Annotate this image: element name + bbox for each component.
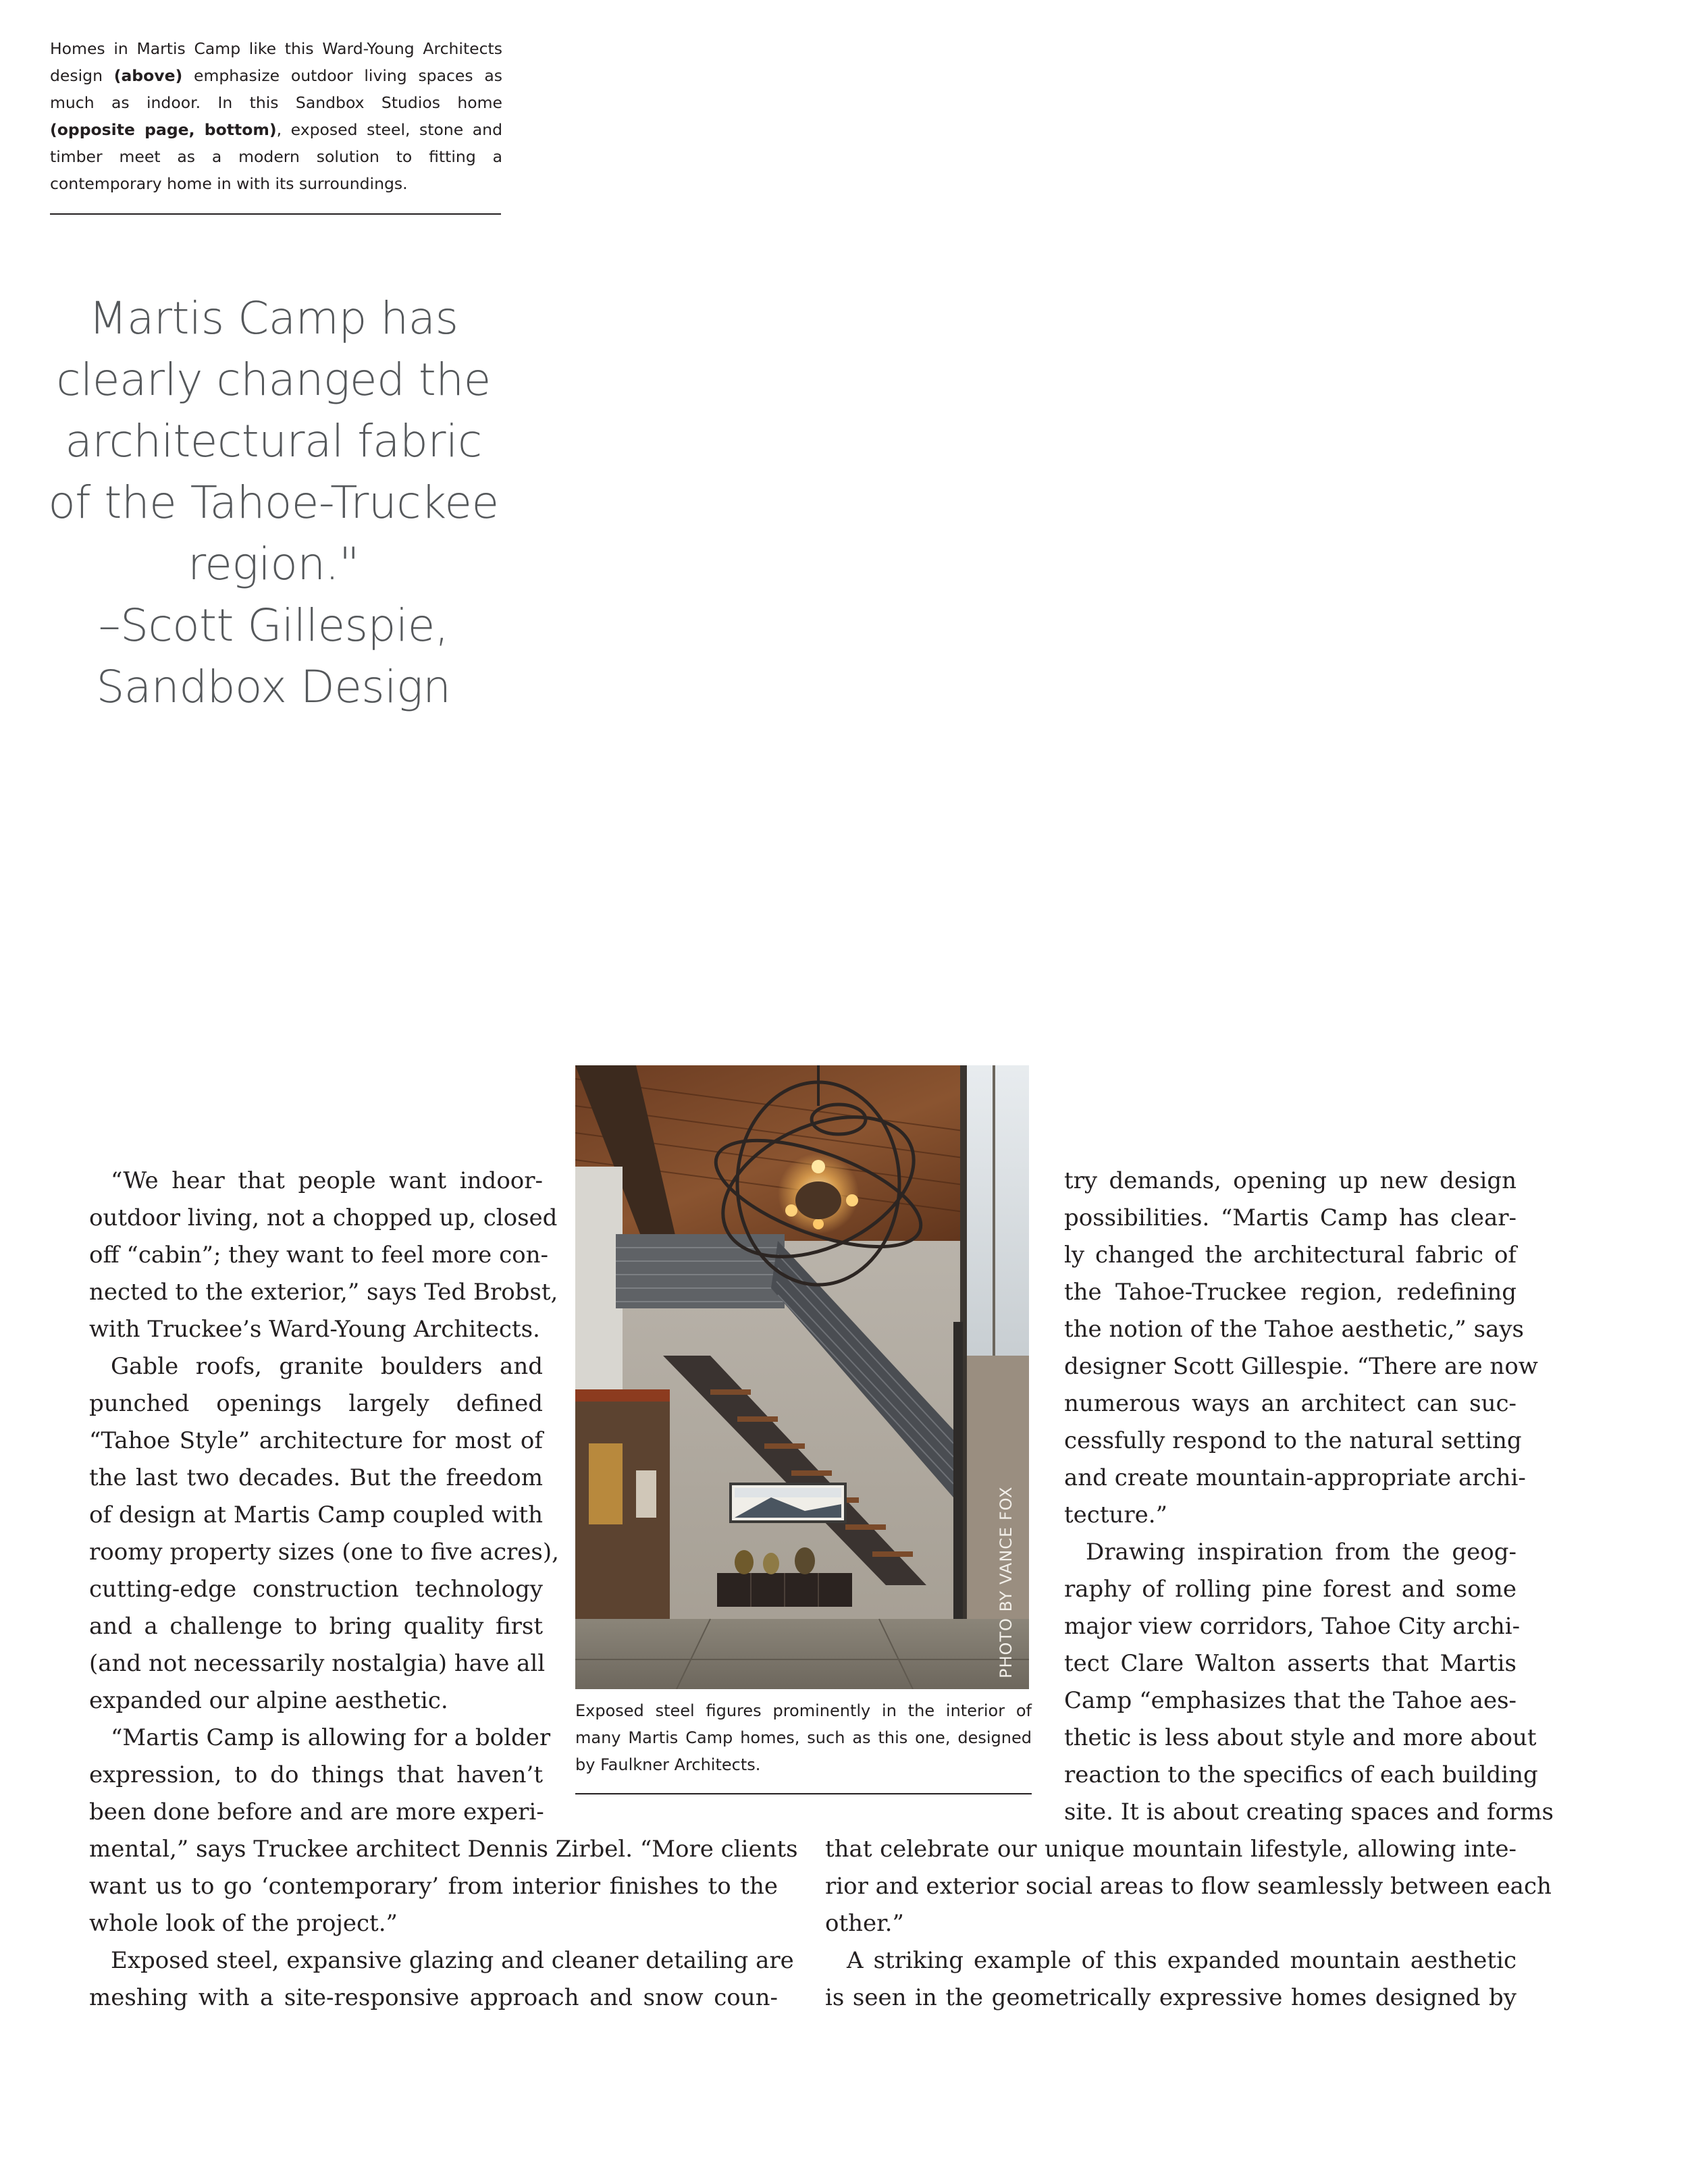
body-line: ly changed the architectural fabric of <box>1064 1242 1516 1269</box>
photo-credit: PHOTO BY VANCE FOX <box>997 1486 1016 1678</box>
body-column-left-bottom <box>89 1831 798 2017</box>
body-line: rior and exterior social areas to flow seamlessly between each <box>825 1873 1552 1900</box>
pull-quote-line: architectural fabric <box>65 415 482 467</box>
body-line: Exposed steel, expansive glazing and cleaner detailing are <box>111 1947 794 1974</box>
body-line: site. It is about creating spaces and forms <box>1064 1799 1554 1826</box>
pull-quote-line: of the Tahoe-Truckee <box>48 477 499 529</box>
body-line: roomy property sizes (one to five acres), <box>89 1539 559 1566</box>
body-line: with Truckee’s Ward-Young Architects. <box>89 1316 540 1343</box>
photo-caption: Exposed steel figures prominently in the interior of many Martis Camp homes, such as this one, designed by Faulkner Architects. <box>575 1701 1032 1774</box>
body-line: nected to the exterior,” says Ted Brobst, <box>89 1279 558 1306</box>
body-line: expanded our alpine aesthetic. <box>89 1687 448 1714</box>
body-line: “Martis Camp is allowing for a bolder <box>111 1724 551 1751</box>
body-column-right-bottom <box>825 1831 1552 2017</box>
body-line: the last two decades. But the freedom <box>89 1464 543 1491</box>
body-line: designer Scott Gillespie. “There are now <box>1064 1353 1538 1380</box>
body-line: the Tahoe-Truckee region, redefining <box>1064 1279 1516 1306</box>
body-line: possibilities. “Martis Camp has clear- <box>1064 1204 1516 1231</box>
body-line: off “cabin”; they want to feel more con- <box>89 1242 548 1269</box>
body-line: and a challenge to bring quality first <box>89 1613 543 1640</box>
body-line: other.” <box>825 1910 904 1937</box>
body-line: Drawing inspiration from the geog- <box>1086 1539 1516 1566</box>
pull-quote <box>41 288 506 718</box>
body-line: tect Clare Walton asserts that Martis <box>1064 1650 1516 1677</box>
body-line: raphy of rolling pine forest and some <box>1064 1576 1516 1603</box>
top-photo-caption <box>50 35 502 197</box>
body-line: cessfully respond to the natural setting <box>1064 1427 1522 1454</box>
body-line: meshing with a site-responsive approach and snow coun- <box>89 1984 778 2011</box>
caption-divider <box>50 213 501 215</box>
top-caption-bold-1: (above) <box>113 66 183 85</box>
body-line: Gable roofs, granite boulders and <box>111 1353 543 1380</box>
body-line: major view corridors, Tahoe City archi- <box>1064 1613 1521 1640</box>
body-line: cutting-edge construction technology <box>89 1576 543 1603</box>
top-caption-text-3: , exposed steel, stone and timber meet as a modern solution to fitting a contemporary home in with its surroundings. <box>50 120 502 193</box>
interior-staircase-photo <box>575 1065 1029 1689</box>
top-caption-text-2: emphasize outdoor living spaces as much as indoor. In this Sandbox Studios home <box>50 66 502 112</box>
body-line: A striking example of this expanded mountain aesthetic <box>847 1947 1516 1974</box>
body-line: “Tahoe Style” architecture for most of <box>89 1427 543 1454</box>
body-column-left <box>89 1163 559 1831</box>
body-line: Camp “emphasizes that the Tahoe aes- <box>1064 1687 1516 1714</box>
body-line: been done before and are more experi- <box>89 1799 544 1826</box>
body-line: want us to go ‘contemporary’ from interior finishes to the <box>89 1873 778 1900</box>
body-line: of design at Martis Camp coupled with <box>89 1501 543 1528</box>
body-line: punched openings largely defined <box>89 1390 543 1417</box>
body-line: whole look of the project.” <box>89 1910 398 1937</box>
body-line: thetic is less about style and more about <box>1064 1724 1537 1751</box>
photo-caption-divider <box>575 1793 1032 1794</box>
body-line: and create mountain-appropriate archi- <box>1064 1464 1526 1491</box>
body-line: that celebrate our unique mountain lifestyle, allowing inte- <box>825 1836 1516 1863</box>
pull-quote-line: Martis Camp has <box>88 292 458 344</box>
body-line: expression, to do things that haven’t <box>89 1761 543 1788</box>
body-line: tecture.” <box>1064 1501 1167 1528</box>
pull-quote-attribution: Sandbox Design <box>96 661 451 713</box>
top-caption-bold-2: (opposite page, bottom) <box>50 120 277 139</box>
body-line: outdoor living, not a chopped up, closed <box>89 1204 558 1231</box>
body-line: “We hear that people want indoor- <box>111 1167 543 1194</box>
body-line: try demands, opening up new design <box>1064 1167 1516 1194</box>
body-line: numerous ways an architect can suc- <box>1064 1390 1516 1417</box>
pull-quote-line: region." <box>188 538 359 590</box>
pull-quote-attribution: –Scott Gillespie, <box>98 600 449 651</box>
body-line: (and not necessarily nostalgia) have all <box>89 1650 546 1677</box>
body-line: mental,” says Truckee architect Dennis Zirbel. “More clients <box>89 1836 798 1863</box>
body-line: the notion of the Tahoe aesthetic,” says <box>1064 1316 1524 1343</box>
body-line: reaction to the specifics of each building <box>1064 1761 1538 1788</box>
pull-quote-line: clearly changed the <box>56 354 491 406</box>
body-line: is seen in the geometrically expressive homes designed by <box>825 1984 1516 2011</box>
body-column-right <box>1064 1163 1554 1831</box>
top-caption-text-1: Homes in Martis Camp like this Ward-Young Architects design <box>50 39 502 85</box>
